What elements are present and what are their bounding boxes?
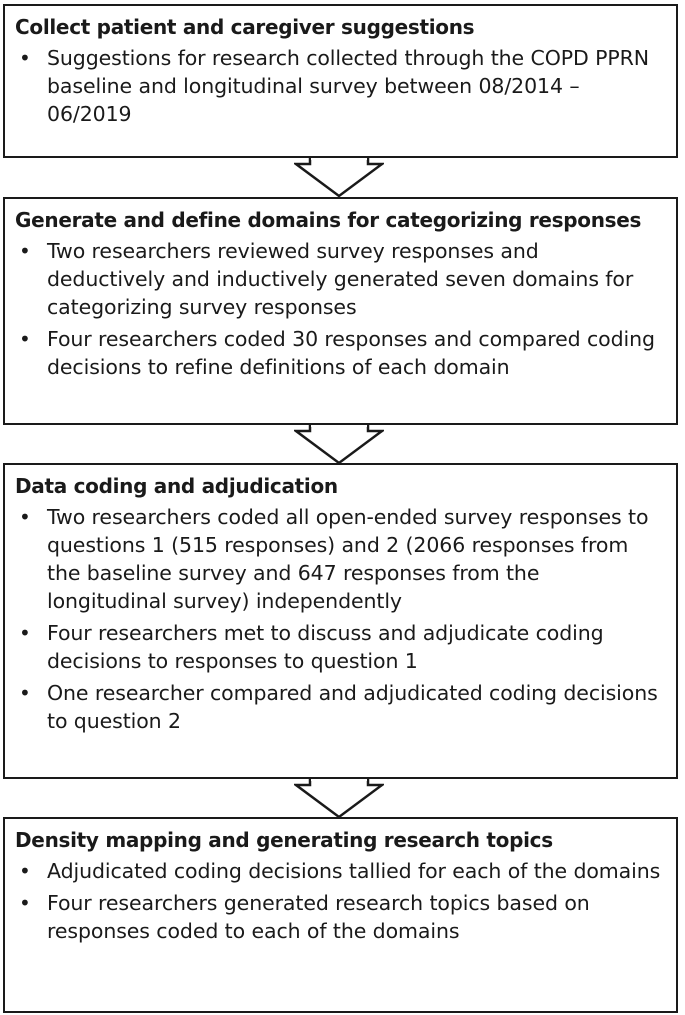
step-3-box [3, 463, 678, 779]
step-2-bullet-1: • Two researchers reviewed survey responses and deductively and inductively generated seven domains for categorizing survey responses [19, 239, 634, 319]
bullet-dot-icon: • [19, 239, 31, 263]
step-4-title: Density mapping and generating research topics [15, 828, 553, 852]
step-1-bullet-1: • Suggestions for research collected through the COPD PPRN baseline and longitudinal survey between 08/2014 – 06/2019 [19, 46, 650, 126]
bullet-dot-icon: • [19, 505, 31, 529]
step-3-bullet-2: • Four researchers met to discuss and adjudicate coding decisions to responses to question 1 [19, 621, 604, 673]
step-3-bullet-3: • One researcher compared and adjudicated coding decisions to question 2 [19, 681, 658, 733]
down-arrow-icon [294, 779, 384, 819]
step-4-bullet-2: • Four researchers generated research topics based on responses coded to each of the domains [19, 891, 590, 943]
step-2-bullets [15, 237, 662, 381]
step-2-bullet-2: • Four researchers coded 30 responses and compared coding decisions to refine definitions of each domain [19, 327, 655, 379]
bullet-dot-icon: • [19, 891, 31, 915]
bullet-dot-icon: • [19, 327, 31, 351]
step-1-box [3, 4, 678, 158]
step-4-box [3, 817, 678, 1013]
step-3-bullet-1: • Two researchers coded all open-ended survey responses to questions 1 (515 responses) and 2 (2066 responses from the baseline survey and 647 responses from the longitudinal survey) independently [19, 505, 649, 613]
bullet-dot-icon: • [19, 681, 31, 705]
step-3-title: Data coding and adjudication [15, 474, 338, 498]
step-3-bullets [15, 503, 662, 735]
bullet-dot-icon: • [19, 621, 31, 645]
step-2-box [3, 197, 678, 425]
step-4-bullet-1: • Adjudicated coding decisions tallied for each of the domains [19, 859, 661, 883]
step-2-title: Generate and define domains for categorizing responses [15, 208, 642, 232]
bullet-dot-icon: • [19, 46, 31, 70]
step-1-bullets [15, 44, 662, 128]
down-arrow-icon [294, 425, 384, 465]
down-arrow-icon [294, 158, 384, 198]
step-4-bullets [15, 857, 662, 945]
step-1-title: Collect patient and caregiver suggestions [15, 15, 475, 39]
bullet-dot-icon: • [19, 859, 31, 883]
